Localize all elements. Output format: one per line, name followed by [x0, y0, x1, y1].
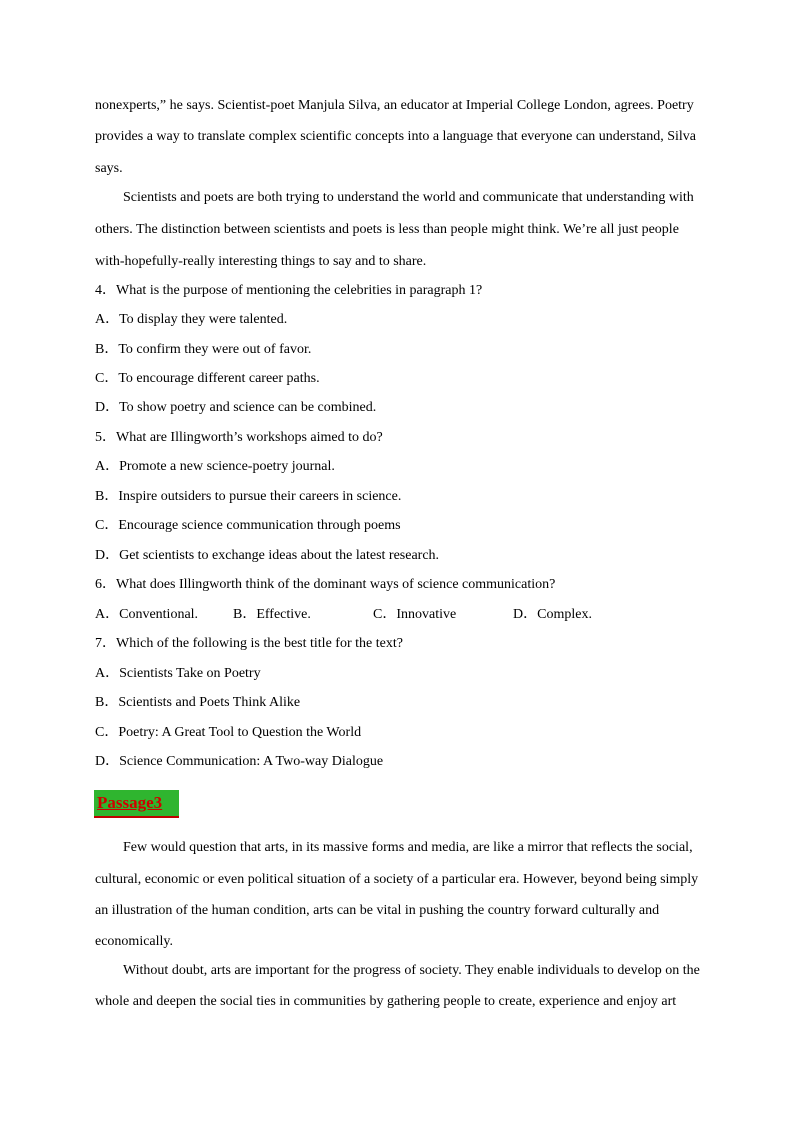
passage3-heading-badge — [94, 790, 179, 818]
passage2-p1-line: provides a way to translate complex scientific concepts into a language that everyone can understand, Silva — [95, 129, 697, 144]
passage3-p2-line: whole and deepen the social ties in communities by gathering people to create, experience and enjoy art — [95, 994, 677, 1009]
question-stem: 5．What are Illingworth’s workshops aimed to do? — [95, 430, 383, 445]
answer-option: B．Scientists and Poets Think Alike — [95, 695, 301, 710]
passage3-p2-line: Without doubt, arts are important for the progress of society. They enable individuals to develop on the — [123, 963, 700, 978]
answer-option: D．Complex. — [513, 607, 592, 622]
passage2-p2-line: with-hopefully-really interesting things to say and to share. — [95, 254, 427, 269]
passage2-p1-line: nonexperts,” he says. Scientist-poet Manjula Silva, an educator at Imperial College London, agrees. Poetry — [95, 98, 694, 113]
answer-option: A．Scientists Take on Poetry — [95, 666, 261, 681]
passage3-p1-line: Few would question that arts, in its massive forms and media, are like a mirror that reflects the social, — [123, 840, 693, 855]
answer-option: C．Poetry: A Great Tool to Question the World — [95, 725, 362, 740]
answer-option: A．To display they were talented. — [95, 312, 288, 327]
answer-option: B．Effective. — [233, 607, 311, 622]
passage2-p1-line: says. — [95, 161, 123, 176]
answer-option: C．To encourage different career paths. — [95, 371, 320, 386]
answer-option: C．Encourage science communication through poems — [95, 518, 401, 533]
passage3-p1-line: an illustration of the human condition, arts can be vital in pushing the country forward culturally and — [95, 903, 660, 918]
question-stem: 6．What does Illingworth think of the dominant ways of science communication? — [95, 577, 556, 592]
passage3-p1-line: cultural, economic or even political situation of a society of a particular era. However, beyond being simply — [95, 872, 699, 887]
answer-option: B．To confirm they were out of favor. — [95, 342, 312, 357]
passage3-heading: Passage3 — [97, 793, 163, 812]
answer-option: A．Promote a new science-poetry journal. — [95, 459, 335, 474]
answer-option: D．Science Communication: A Two-way Dialogue — [95, 754, 384, 769]
answer-option: D．To show poetry and science can be combined. — [95, 400, 377, 415]
question-stem: 4．What is the purpose of mentioning the celebrities in paragraph 1? — [95, 283, 483, 298]
answer-option: D．Get scientists to exchange ideas about the latest research. — [95, 548, 440, 563]
passage2-p2-line: others. The distinction between scientists and poets is less than people might think. We’re all just people — [95, 222, 679, 237]
answer-option: B．Inspire outsiders to pursue their careers in science. — [95, 489, 402, 504]
passage3-p1-line: economically. — [95, 934, 174, 949]
question-stem: 7．Which of the following is the best title for the text? — [95, 636, 403, 651]
answer-option: C．Innovative — [373, 607, 457, 622]
answer-option: A．Conventional. — [95, 607, 199, 622]
passage2-p2-line: Scientists and poets are both trying to understand the world and communicate that understanding with — [123, 190, 694, 205]
